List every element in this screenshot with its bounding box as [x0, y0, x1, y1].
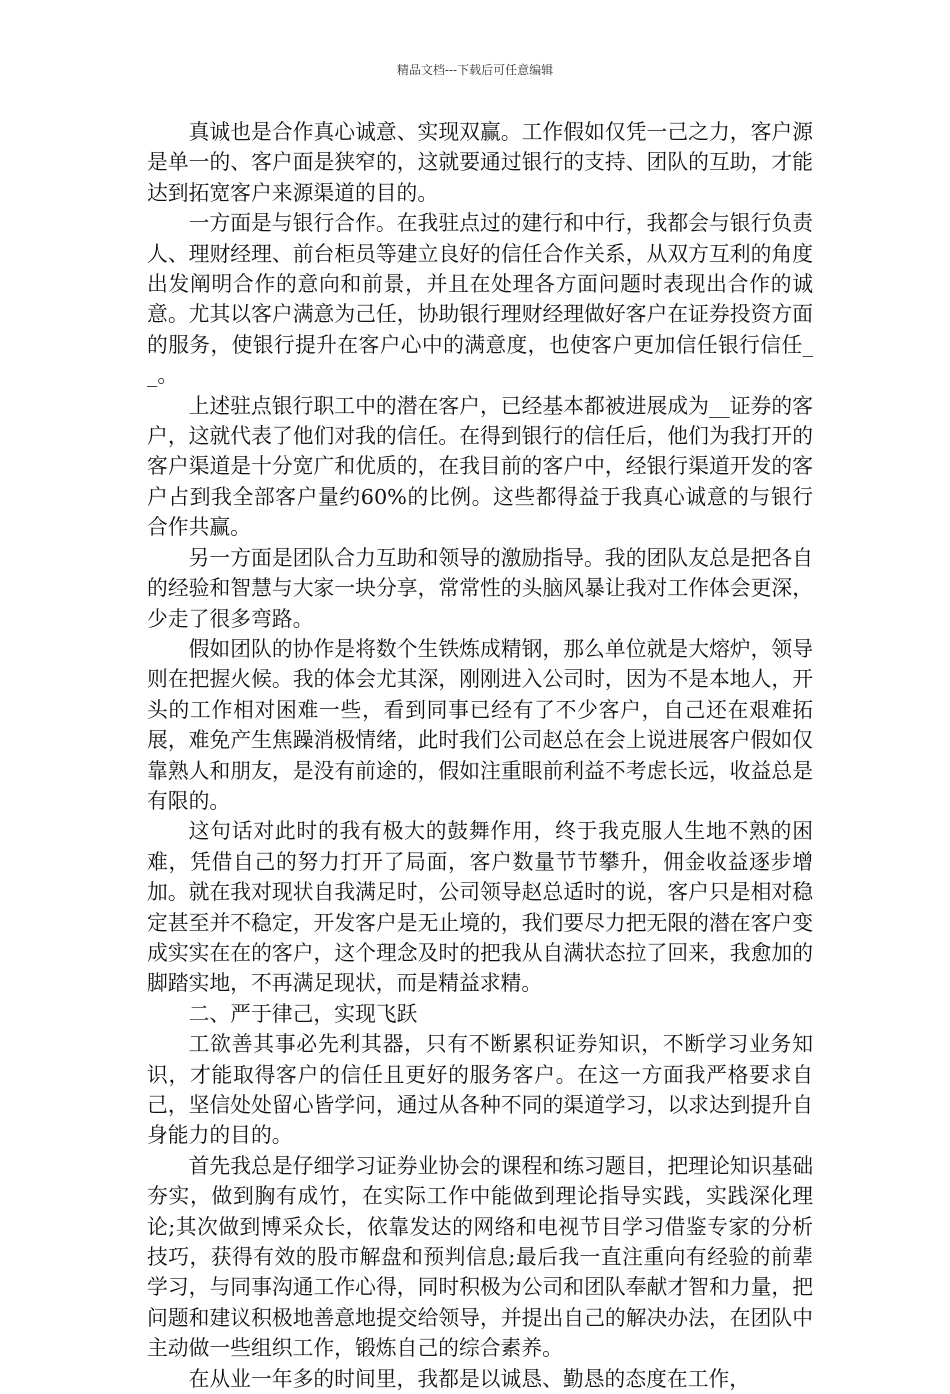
document-body	[147, 117, 813, 1394]
paragraph: 在从业一年多的时间里，我都是以诚恳、勤恳的态度在工作，	[188, 1366, 751, 1391]
paragraph: 工欲善其事必先利其器，只有不断累积证券知识，不断学习业务知识，才能取得客户的信任且更好的服务客户。在这一方面我严格要求自己，坚信处处留心皆学问，通过从各种不同的渠道学习，以求达到提升自身能力的目的。	[147, 1032, 813, 1148]
paragraph: 这句话对此时的我有极大的鼓舞作用，终于我克服人生地不熟的困难，凭借自己的努力打开了局面，客户数量节节攀升，佣金收益逐步增加。就在我对现状自我满足时，公司领导赵总适时的说，客户只是相对稳定甚至并不稳定，开发客户是无止境的，我们要尽力把无限的潜在客户变成实实在在的客户，这个理念及时的把我从自满状态拉了回来，我愈加的脚踏实地，不再满足现状，而是精益求精。	[147, 819, 813, 996]
paragraph: 另一方面是团队合力互助和领导的激励指导。我的团队友总是把各自的经验和智慧与大家一块分享，常常性的头脑风暴让我对工作体会更深，少走了很多弯路。	[147, 545, 813, 631]
paragraph: 假如团队的协作是将数个生铁炼成精钢，那么单位就是大熔炉，领导则在把握火候。我的体会尤其深，刚刚进入公司时，因为不是本地人，开头的工作相对困难一些，看到同事已经有了不少客户，自己还在艰难拓展，难免产生焦躁消极情绪，此时我们公司赵总在会上说进展客户假如仅靠熟人和朋友，是没有前途的，假如注重眼前利益不考虑长远，收益总是有限的。	[147, 636, 813, 813]
paragraph: 首先我总是仔细学习证券业协会的课程和练习题目，把理论知识基础夯实，做到胸有成竹，在实际工作中能做到理论指导实践，实践深化理论;其次做到博采众长，依靠发达的网络和电视节目学习借鉴专家的分析技巧，获得有效的股市解盘和预判信息;最后我一直注重向有经验的前辈学习，与同事沟通工作心得，同时积极为公司和团队奉献才智和力量，把问题和建议积极地善意地提交给领导，并提出自己的解决办法，在团队中主动做一些组织工作，锻炼自己的综合素养。	[147, 1153, 813, 1361]
paragraph: 上述驻点银行职工中的潜在客户，已经基本都被进展成为__证券的客户，这就代表了他们对我的信任。在得到银行的信任后，他们为我打开的客户渠道是十分宽广和优质的，在我目前的客户中，经银行渠道开发的客户占到我全部客户量约60%的比例。这些都得益于我真心诚意的与银行合作共赢。	[147, 393, 813, 540]
paragraph: 一方面是与银行合作。在我驻点过的建行和中行，我都会与银行负责人、理财经理、前台柜员等建立良好的信任合作关系，从双方互利的角度出发阐明合作的意向和前景，并且在处理各方面问题时表现出合作的诚意。尤其以客户满意为己任，协助银行理财经理做好客户在证券投资方面的服务，使银行提升在客户心中的满意度，也使客户更加信任银行信任__。	[147, 211, 813, 388]
page-header: 精品文档---下载后可任意编辑	[396, 63, 554, 77]
section-heading: 二、严于律己，实现飞跃	[188, 1001, 418, 1026]
paragraph: 真诚也是合作真心诚意、实现双赢。工作假如仅凭一己之力，客户源是单一的、客户面是狭窄的，这就要通过银行的支持、团队的互助，才能达到拓宽客户来源渠道的目的。	[147, 120, 813, 205]
